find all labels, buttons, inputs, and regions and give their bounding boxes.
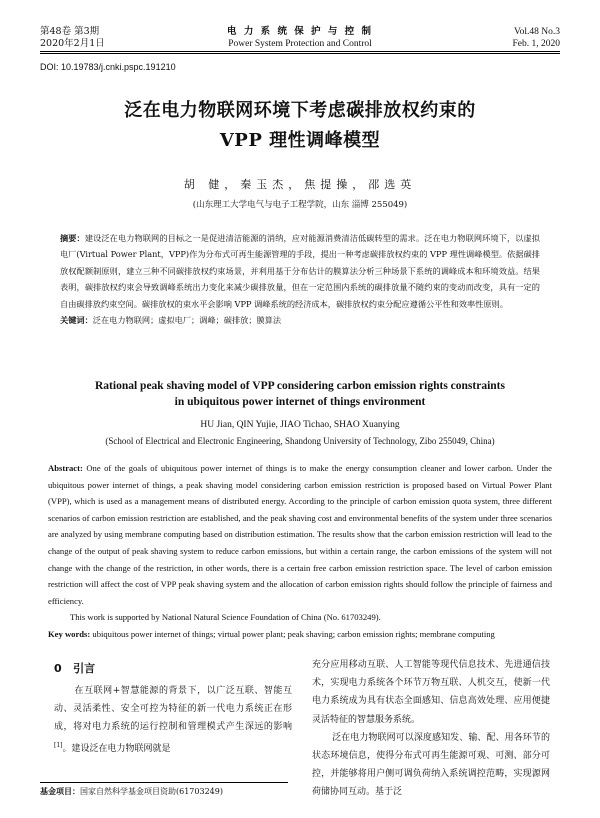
abstract-zh-text: 建设泛在电力物联网的目标之一是促进清洁能源的消纳，应对能源消费清洁低碳转型的需求。泛在电力物联网环境下，以虚拟电厂(Virtual Power Plant，VPP)作为分布式可再生能源管理的手段，提出一种考虑碳排放权约束的 VPP 理性调峰模型。依据碳排放权配额制原则，建立三种不同碳排放权约束场景，并利用基于分布估计的膜算法分析三种场景下系统的调峰成本和环境效益。结果表明，碳排放权约束会导致调峰系统出力变化来减少碳排放量，但在一定范围内系统的碳排放量不随约束的变动而改变，具有一定的自由碳排放约束空间。碳排放权的束水平会影响 VPP 调峰系统的经济成本，碳排放权约束分配应遵循公平性和效率性原则。 bbox=[60, 233, 540, 309]
section-heading bbox=[54, 660, 95, 676]
abstract-en-support: This work is supported by National Natural Science Foundation of China (No. 61703249). bbox=[70, 612, 381, 623]
title-zh-line2: VPP 理性调峰模型 bbox=[219, 130, 381, 151]
citation-ref: [1] bbox=[54, 741, 63, 749]
title-en-line2: in ubiquitous power internet of things environment bbox=[174, 396, 426, 408]
body-column-right bbox=[312, 656, 550, 802]
journal-title-en: Power System Protection and Control bbox=[228, 39, 372, 49]
header-rule-thin bbox=[40, 53, 560, 54]
title-en-line1: Rational peak shaving model of VPP considering carbon emission rights constraints bbox=[95, 380, 505, 392]
section-number: 0 bbox=[54, 662, 62, 675]
keywords-en-text: ubiquitous power internet of things; virtual power plant; peak shaving; carbon emission rights; membrane computing bbox=[92, 628, 495, 639]
fund-text: 国家自然科学基金项目资助(61703249) bbox=[80, 787, 223, 796]
authors-zh: 胡 健，秦玉杰，焦提操，邵选英 bbox=[183, 178, 417, 191]
title-zh-line1: 泛在电力物联网环境下考虑碳排放权约束的 bbox=[124, 100, 476, 121]
intro-paragraph-1-cont: 充分应用移动互联、人工智能等现代信息技术、先进通信技术，实现电力系统各个环节万物互联、人机交互，使新一代电力系统成为具有状态全面感知、信息高效处理、应用便捷灵活特征的智慧服务系统。 bbox=[312, 660, 550, 725]
journal-volume-en: Vol.48 No.3 bbox=[513, 27, 560, 37]
journal-volume: 第48卷 第3期 bbox=[40, 26, 100, 37]
abstract-en bbox=[48, 460, 552, 643]
keywords-zh-label: 关键词： bbox=[60, 315, 93, 326]
authors-en: HU Jian, QIN Yujie, JIAO Tichao, SHAO Xuanying bbox=[200, 420, 400, 430]
intro-paragraph-2: 泛在电力物联网可以深度感知发、输、配、用各环节的状态环境信息，使得分布式可再生能源可观、可测、部分可控，并能够将用户侧可调负荷纳入系统调控范畴，实现源网荷储协同互动。基于泛 bbox=[312, 732, 550, 798]
journal-date-en: Feb. 1, 2020 bbox=[512, 39, 560, 49]
journal-date-zh: 2020年2月1日 bbox=[40, 38, 105, 49]
fund-note bbox=[40, 786, 223, 797]
fund-label: 基金项目： bbox=[40, 787, 80, 796]
footnote-rule bbox=[40, 782, 288, 783]
affiliation-zh: (山东理工大学电气与电子工程学院，山东 淄博 255049) bbox=[192, 200, 408, 210]
section-title: 引言 bbox=[73, 662, 96, 675]
body-column-left bbox=[54, 682, 292, 758]
header-rule bbox=[40, 51, 560, 52]
keywords-en-label: Key words: bbox=[48, 628, 91, 639]
intro-paragraph-1-tail: 。建设泛在电力物联网就是 bbox=[62, 743, 171, 754]
abstract-en-text: One of the goals of ubiquitous power internet of things is to make the energy consumption cleaner and lower carbon. Under the ubiquitous power internet of things, a peak shaving model considering carbon emission restriction is proposed based on Virtual Power Plant (VPP), which is used as a management means of distributed energy. According to the principle of carbon emission quota system, three different scenarios of carbon emission restriction are established, and the peak shaving cost and environmental benefits of the system under three scenarios are analyzed by using membrane computing based on distribution estimation. The results show that the carbon emission restriction will lead to the change of the output of peak shaving system to reduce carbon emissions, but within a certain range, the carbon emissions of the system will not change with the change of the restriction, in other words, there is a certain free carbon emission restriction space. The level of carbon emission restriction will affect the cost of VPP peak shaving system and the allocation of carbon emission rights should follow the principle of fairness and efficiency. bbox=[48, 463, 552, 606]
affiliation-en: (School of Electrical and Electronic Engineering, Shandong University of Technology, Zibo 255049, China) bbox=[105, 436, 495, 446]
abstract-zh-label: 摘要： bbox=[60, 233, 85, 243]
abstract-en-label: Abstract: bbox=[48, 463, 83, 473]
doi: DOI: 10.19783/j.cnki.pspc.191210 bbox=[40, 62, 176, 72]
journal-title-zh: 电 力 系 统 保 护 与 控 制 bbox=[227, 26, 373, 37]
intro-paragraph-1: 在互联网+智慧能源的背景下，以广泛互联、智能互动、灵活柔性、安全可控为特征的新一代电力系统正在形成，将对电力系统的运行控制和管理模式产生深远的影响 bbox=[54, 686, 292, 733]
abstract-zh bbox=[60, 230, 540, 328]
keywords-zh-text: 泛在电力物联网；虚拟电厂；调峰；碳排放；膜算法 bbox=[92, 315, 282, 326]
